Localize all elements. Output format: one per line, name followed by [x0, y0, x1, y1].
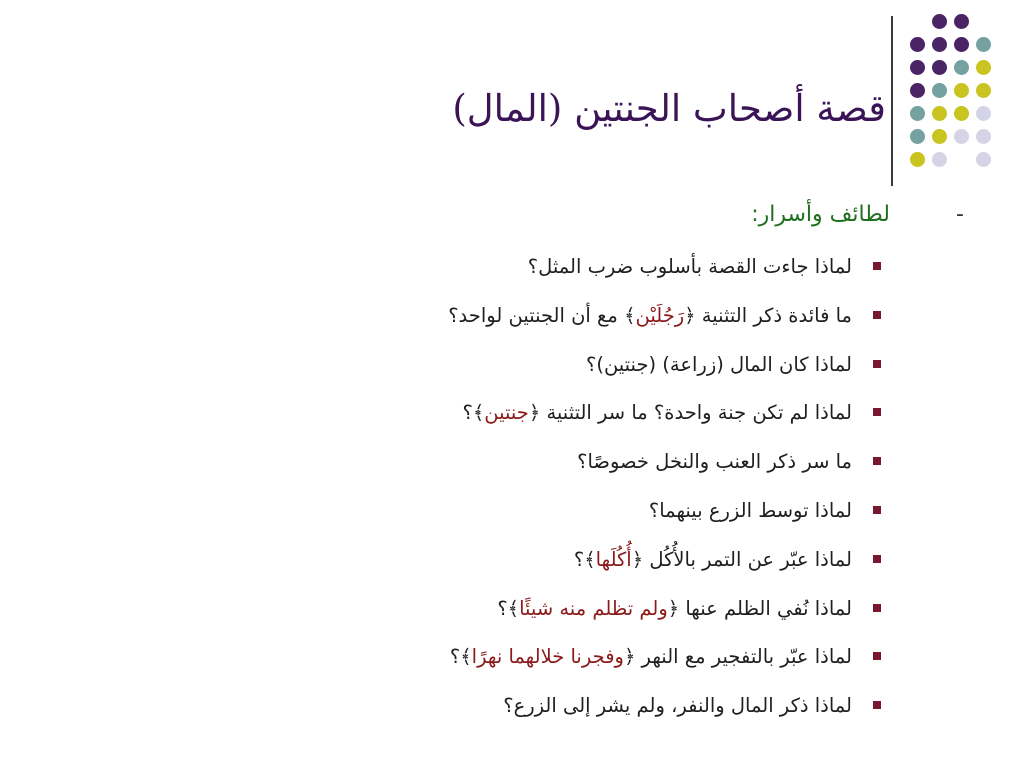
square-bullet-icon [873, 408, 881, 416]
questions-list [448, 250, 852, 738]
question-text-before: لماذا لم تكن جنة واحدة؟ ما سر التثنية ﴿ [528, 401, 852, 425]
question-text-before: ما سر ذكر العنب والنخل خصوصًا؟ [577, 450, 852, 474]
dot-teal-2-2 [954, 60, 969, 75]
dot-lavender-4-3 [976, 106, 991, 121]
subheading-text: لطائف وأسرار: [751, 202, 890, 227]
question-text [463, 401, 853, 424]
dot-purple-2-1 [932, 60, 947, 75]
question-text-before: لماذا جاءت القصة بأسلوب ضرب المثل؟ [527, 255, 852, 278]
quranic-quote: رَجُلَيْن [635, 303, 685, 327]
question-text-after: ﴾؟ [462, 401, 485, 425]
square-bullet-icon [873, 652, 881, 660]
question-text [649, 499, 852, 522]
dot-yellow-3-3 [976, 83, 991, 98]
dot-yellow-5-1 [932, 129, 947, 144]
question-item [448, 543, 852, 592]
question-item [448, 640, 852, 689]
dot-empty-0-3 [976, 14, 991, 29]
question-text-before: لماذا عبّر بالتفجير مع النهر ﴿ [623, 645, 852, 669]
question-text-after: ﴾ مع أن الجنتين لواحد؟ [448, 303, 636, 327]
dot-yellow-3-2 [954, 83, 969, 98]
question-text [503, 694, 852, 717]
quranic-quote: جنتين [484, 401, 529, 425]
question-item [448, 250, 852, 299]
dot-empty-0-0 [910, 14, 925, 29]
dot-lavender-6-1 [932, 152, 947, 167]
subheading-dash: - [956, 202, 964, 227]
dot-yellow-4-1 [932, 106, 947, 121]
question-text-after: ﴾؟ [573, 547, 596, 571]
question-item [448, 494, 852, 543]
dot-purple-2-0 [910, 60, 925, 75]
question-text-before: لماذا عبّر عن التمر بالأُكُل ﴿ [631, 547, 852, 571]
quranic-quote: وفجرنا خلالهما نهرًا [471, 645, 624, 669]
dot-purple-1-2 [954, 37, 969, 52]
question-item [448, 348, 852, 397]
square-bullet-icon [873, 311, 881, 319]
question-text-before: لماذا ذكر المال والنفر، ولم يشر إلى الزرع؟ [503, 694, 852, 718]
square-bullet-icon [873, 506, 881, 514]
dot-teal-3-1 [932, 83, 947, 98]
question-text [528, 255, 852, 278]
square-bullet-icon [873, 604, 881, 612]
question-text-before: لماذا كان المال (زراعة) (جنتين)؟ [585, 352, 852, 376]
dot-purple-0-1 [932, 14, 947, 29]
dot-purple-0-2 [954, 14, 969, 29]
dot-teal-4-0 [910, 106, 925, 121]
dot-empty-6-2 [954, 152, 969, 167]
question-item [448, 396, 852, 445]
dot-lavender-6-3 [976, 152, 991, 167]
question-text-before: لماذا نُفي الظلم عنها ﴿ [667, 596, 852, 620]
question-text-after: ﴾؟ [449, 645, 472, 669]
square-bullet-icon [873, 555, 881, 563]
question-text [586, 353, 852, 376]
square-bullet-icon [873, 262, 881, 270]
slide-title: قصة أصحاب الجنتين (المال) [452, 87, 886, 130]
question-item [448, 445, 852, 494]
question-text [497, 597, 852, 620]
title-divider-line [891, 16, 893, 186]
question-text [574, 548, 852, 571]
dot-yellow-2-3 [976, 60, 991, 75]
square-bullet-icon [873, 457, 881, 465]
question-text-after: ﴾؟ [497, 596, 520, 620]
subheading [704, 198, 964, 232]
dot-yellow-6-0 [910, 152, 925, 167]
dot-lavender-5-3 [976, 129, 991, 144]
dot-teal-5-0 [910, 129, 925, 144]
square-bullet-icon [873, 701, 881, 709]
dot-purple-3-0 [910, 83, 925, 98]
decorative-dot-grid [910, 14, 1008, 175]
question-item [448, 689, 852, 738]
question-text-before: لماذا توسط الزرع بينهما؟ [648, 498, 852, 522]
dot-teal-1-3 [976, 37, 991, 52]
quranic-quote: ولم تظلم منه شيئًا [519, 596, 668, 620]
question-text [448, 304, 852, 327]
quranic-quote: أُكُلَها [595, 547, 632, 571]
dot-yellow-4-2 [954, 106, 969, 121]
dot-purple-1-0 [910, 37, 925, 52]
question-item [448, 299, 852, 348]
question-text-before: ما فائدة ذكر التثنية ﴿ [684, 303, 852, 327]
dot-lavender-5-2 [954, 129, 969, 144]
dot-purple-1-1 [932, 37, 947, 52]
question-text [450, 645, 852, 668]
question-item [448, 592, 852, 641]
question-text [577, 450, 852, 473]
square-bullet-icon [873, 360, 881, 368]
